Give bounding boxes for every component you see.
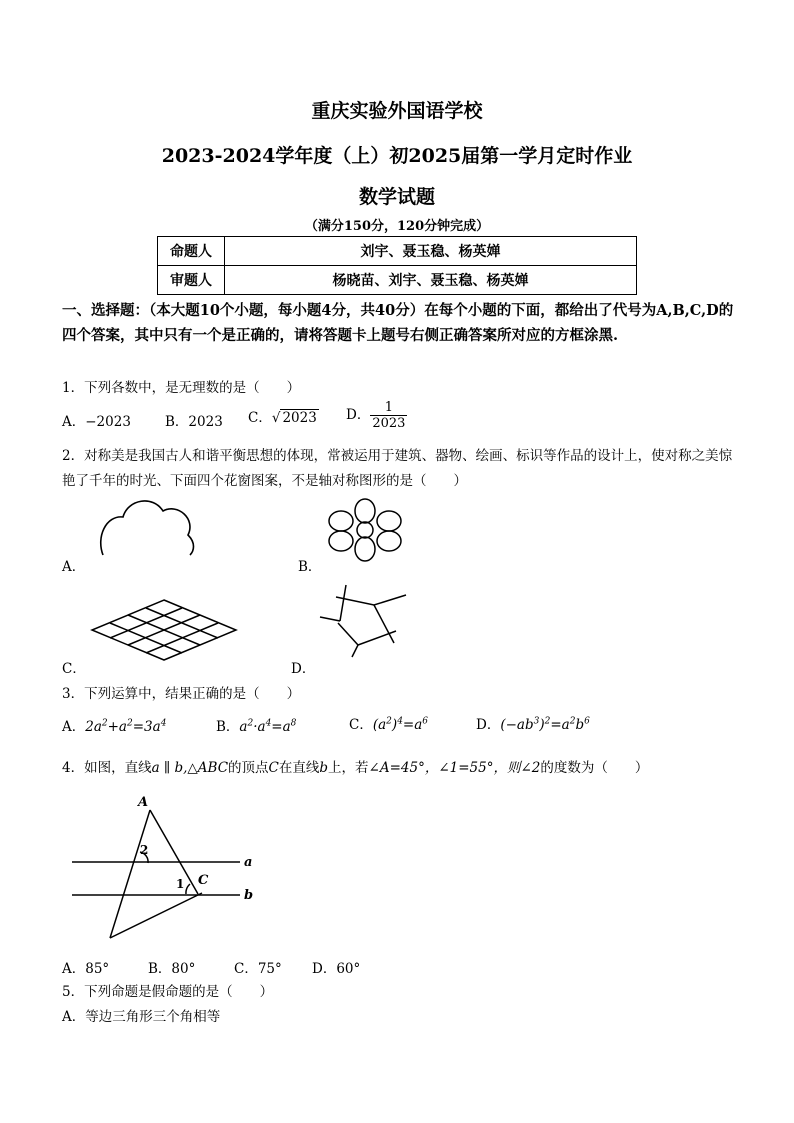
fig-label-angle2: 2 [140, 843, 149, 857]
q1-option-c [248, 406, 319, 426]
q2-a-label: A． [62, 559, 86, 575]
q3-c-expr: $(a^2)^4=a^6$ [372, 716, 429, 733]
q4-option-a: A．85° [62, 961, 110, 977]
q1-option-b [165, 410, 223, 430]
q1-stem: 1．下列各数中，是无理数的是（ ） [62, 380, 301, 396]
authors-table [157, 236, 637, 295]
q3-option-b [216, 715, 296, 735]
q3-stem: 3．下列运算中，结果正确的是（ ） [62, 686, 301, 702]
q3-option-a [62, 715, 166, 735]
q1-b-value: 2023 [188, 414, 223, 430]
reviewer-value: 杨晓苗、刘宇、聂玉稳、杨英婵 [225, 266, 637, 295]
q3-d-expr: $(-ab^3)^2=a^2b^6$ [500, 716, 590, 733]
figure-flower [325, 497, 405, 563]
score-note: （满分150分，120分钟完成） [304, 219, 490, 234]
q1-d-fraction [370, 400, 407, 431]
section-heading: 一、选择题： [62, 302, 149, 319]
school-name: 重庆实验外国语学校 [311, 100, 483, 122]
fig-label-angle1: 1 [176, 877, 185, 891]
q1-b-label: B． [165, 414, 189, 430]
q1-option-a [62, 410, 131, 430]
q3-b-label: B． [216, 719, 240, 735]
q4-stem-mid3: 上，若 [328, 760, 369, 776]
author-key: 命题人 [158, 237, 225, 266]
figure-cloud [98, 497, 198, 559]
q5-stem: 5．下列命题是假命题的是（ ） [62, 984, 274, 1000]
fig-label-line-a: a [244, 855, 253, 870]
q3-c-label: C． [349, 717, 373, 733]
q2-stem: 2．对称美是我国古人和谐平衡思想的体现，常被运用于建筑、器物、绘画、标识等作品的设计上，使对称之美惊艳了千年的时光、下面四个花窗图案，不是轴对称图形的是（ ） [62, 448, 733, 489]
q4-figure-triangle [68, 792, 268, 942]
q1-c-value: 2023 [282, 410, 317, 426]
q4-vertex-c: C [268, 760, 279, 776]
q2-b-label: B． [298, 559, 322, 575]
exam-term: 2023-2024学年度（上）初2025届第一学月定时作业 [161, 145, 633, 167]
sqrt-icon: √ [271, 410, 281, 426]
q4-option-d: D．60° [312, 961, 361, 977]
q4-stem-mid: 的顶点 [228, 760, 269, 776]
q3-b-expr: $a^2\cdot a^4=a^8$ [239, 718, 297, 735]
figure-pentagon [318, 583, 410, 661]
fig-label-line-b: b [244, 888, 254, 903]
q1-a-value: −2023 [85, 414, 131, 430]
q2-c-label: C． [62, 661, 86, 677]
q4-stem [62, 756, 648, 776]
table-row [158, 266, 637, 295]
q3-a-expr: $2a^2+a^2=3a^4$ [85, 718, 167, 735]
q4-stem-post: 的度数为（ ） [540, 760, 649, 776]
q4-parallel-expr: a ∥ b,△ABC [151, 760, 229, 776]
q5-option-a: A．等边三角形三个角相等 [62, 1009, 221, 1025]
section-instruction [62, 298, 734, 348]
q4-stem-pre: 4．如图，直线 [62, 760, 152, 776]
q3-d-label: D． [476, 717, 501, 733]
table-row [158, 237, 637, 266]
q3-option-c [349, 713, 428, 733]
q1-d-numerator: 1 [370, 400, 407, 416]
figure-diamond-lattice [90, 598, 238, 662]
q4-stem-mid2: 在直线 [278, 760, 320, 776]
reviewer-key: 审题人 [158, 266, 225, 295]
q1-c-label: C． [248, 410, 272, 426]
author-value: 刘宇、聂玉稳、杨英婵 [225, 237, 637, 266]
fig-label-c: C [198, 873, 209, 888]
q2-d-label: D． [291, 661, 316, 677]
q3-a-label: A． [62, 719, 86, 735]
subject-title: 数学试题 [358, 186, 435, 208]
fig-label-a: A [138, 795, 149, 810]
q1-option-d [346, 400, 407, 431]
q3-option-d [476, 713, 590, 733]
q4-line-b: b [319, 760, 329, 776]
q1-a-label: A． [62, 414, 86, 430]
q4-option-c: C．75° [234, 961, 282, 977]
q4-option-b: B．80° [148, 961, 196, 977]
q4-angle-conditions: ∠A=45°，∠1=55°，则∠2 [368, 760, 541, 776]
section-text: （本大题10个小题，每小题4分，共40分）在每个小题的下面，都给出了代号为A,B,C,D的四个答案，其中只有一个是正确的，请将答题卡上题号右侧正确答案所对应的方框涂黑. [62, 302, 734, 344]
q1-d-denominator: 2023 [372, 416, 406, 431]
q1-d-label: D． [346, 407, 371, 423]
